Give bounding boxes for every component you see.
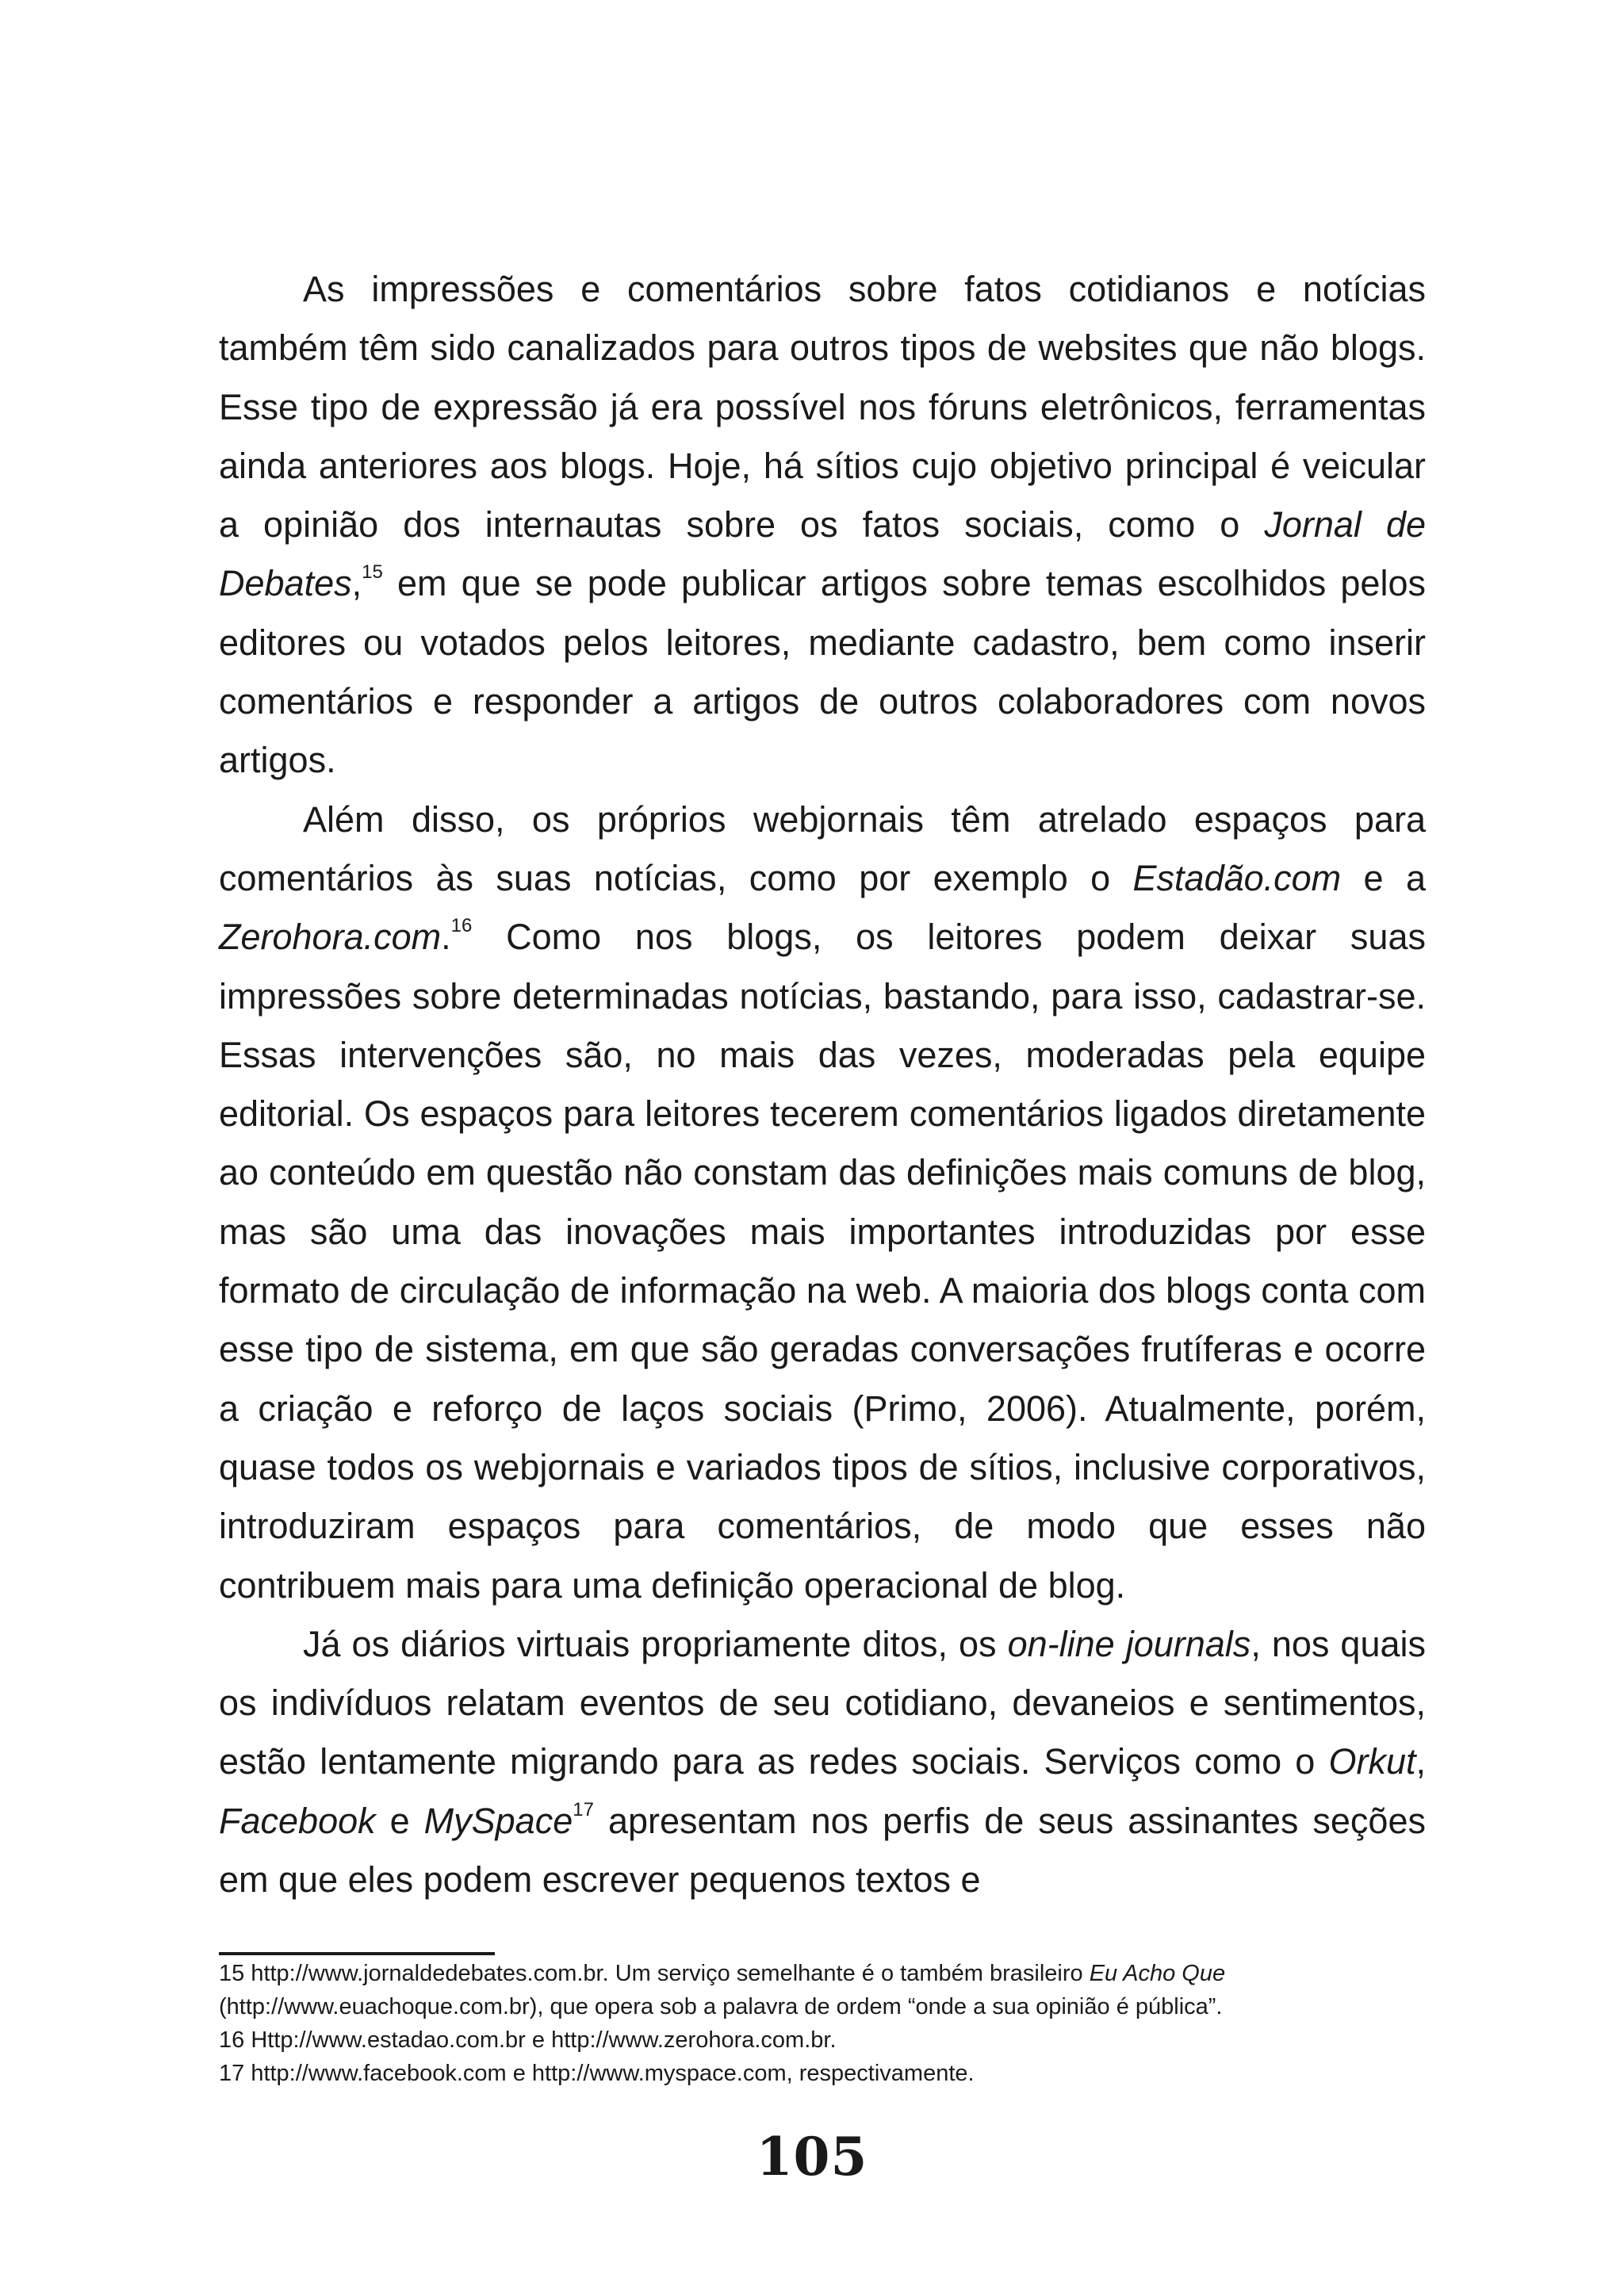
italic-title-zerohora: Zerohora.com: [219, 917, 442, 958]
footnote-text: 17 http://www.facebook.com e http://www.myspace.com, respectivamente.: [219, 2061, 975, 2086]
paragraph-text: Já os diários virtuais propriamente ditos, os: [303, 1623, 1008, 1664]
italic-title-facebook: Facebook: [219, 1800, 376, 1841]
footnote-text: (http://www.euachoque.com.br), que opera sob a palavra de ordem “onde a sua opinião é pública”.: [219, 1994, 1223, 2019]
footnote-17: [219, 2057, 1426, 2090]
footnote-ref-17: 17: [573, 1798, 594, 1820]
footnote-text: 16 Http://www.estadao.com.br e http://www.zerohora.com.br.: [219, 2027, 837, 2053]
footnotes: [219, 1957, 1426, 2090]
paragraph-text: As impressões e comentários sobre fatos cotidianos e notícias também têm sido canalizados para outros tipos de websites que não blogs. Esse tipo de expressão já era possível nos fóruns eletrônicos, ferramentas ainda anteriores aos blogs. Hoje, há sítios cujo objetivo principal é veicular a opinião dos internautas sobre os fatos sociais, como o: [219, 269, 1426, 546]
paragraph-text: e a: [1341, 857, 1426, 898]
page-number: 105: [756, 2126, 868, 2188]
paragraph-text: em que se pode publicar artigos sobre temas escolhidos pelos editores ou votados pelos leitores, mediante cadastro, bem como inserir comentários e responder a artigos de outros colaboradores com novos artigos.: [219, 563, 1426, 781]
paragraph-2: [219, 791, 1426, 1615]
paragraph-text: ,: [351, 563, 362, 604]
paragraph-text: e: [375, 1800, 424, 1841]
paragraph-text: Além disso, os próprios webjornais têm atrelado espaços para comentários às suas notícias, como por exemplo o: [219, 798, 1426, 898]
paragraph-1: [219, 260, 1426, 791]
italic-title-myspace: MySpace: [423, 1800, 573, 1841]
page-body: [219, 260, 1426, 1909]
footnote-16: [219, 2023, 1426, 2057]
footnote-15: [219, 1957, 1426, 2023]
paragraph-text: Como nos blogs, os leitores podem deixar suas impressões sobre determinadas notícias, bastando, para isso, cadastrar-se. Essas intervenções são, no mais das vezes, moderadas pela equipe editorial. Os espaços para leitores tecerem comentários ligados diretamente ao conteúdo em questão não constam das definições mais comuns de blog, mas são uma das inovações mais importantes introduzidas por esse formato de circulação de informação na web. A maioria dos blogs conta com esse tipo de sistema, em que são geradas conversações frutíferas e ocorre a criação e reforço de laços sociais (Primo, 2006). Atualmente, porém, quase todos os webjornais e variados tipos de sítios, inclusive corporativos, introduziram espaços para comentários, de modo que esses não contribuem mais para uma definição operacional de blog.: [219, 917, 1426, 1606]
paragraph-text: ,: [1415, 1741, 1426, 1782]
italic-title-jornal-de-debates: Jornal de Debates: [219, 504, 1426, 604]
italic-title-estadao: Estadão.com: [1132, 857, 1342, 898]
italic-title-eu-acho-que: Eu Acho Que: [1089, 1961, 1226, 1986]
footnote-ref-16: 16: [450, 915, 473, 937]
paragraph-3: [219, 1615, 1426, 1909]
footnote-ref-15: 15: [362, 561, 383, 584]
paragraph-text: .: [441, 917, 451, 958]
paragraph-text: apresentam nos perfis de seus assinantes seções em que eles podem escrever pequenos textos e: [219, 1800, 1426, 1901]
footnote-text: 15 http://www.jornaldedebates.com.br. Um serviço semelhante é o também brasileiro: [219, 1961, 1090, 1986]
paragraph-text: , nos quais os indivíduos relatam eventos de seu cotidiano, devaneios e sentimentos, estão lentamente migrando para as redes sociais. Serviços como o: [219, 1623, 1427, 1782]
italic-title-orkut: Orkut: [1328, 1741, 1416, 1782]
italic-term-online-journals: on-line journals: [1007, 1623, 1251, 1664]
footnote-divider: [219, 1952, 495, 1955]
